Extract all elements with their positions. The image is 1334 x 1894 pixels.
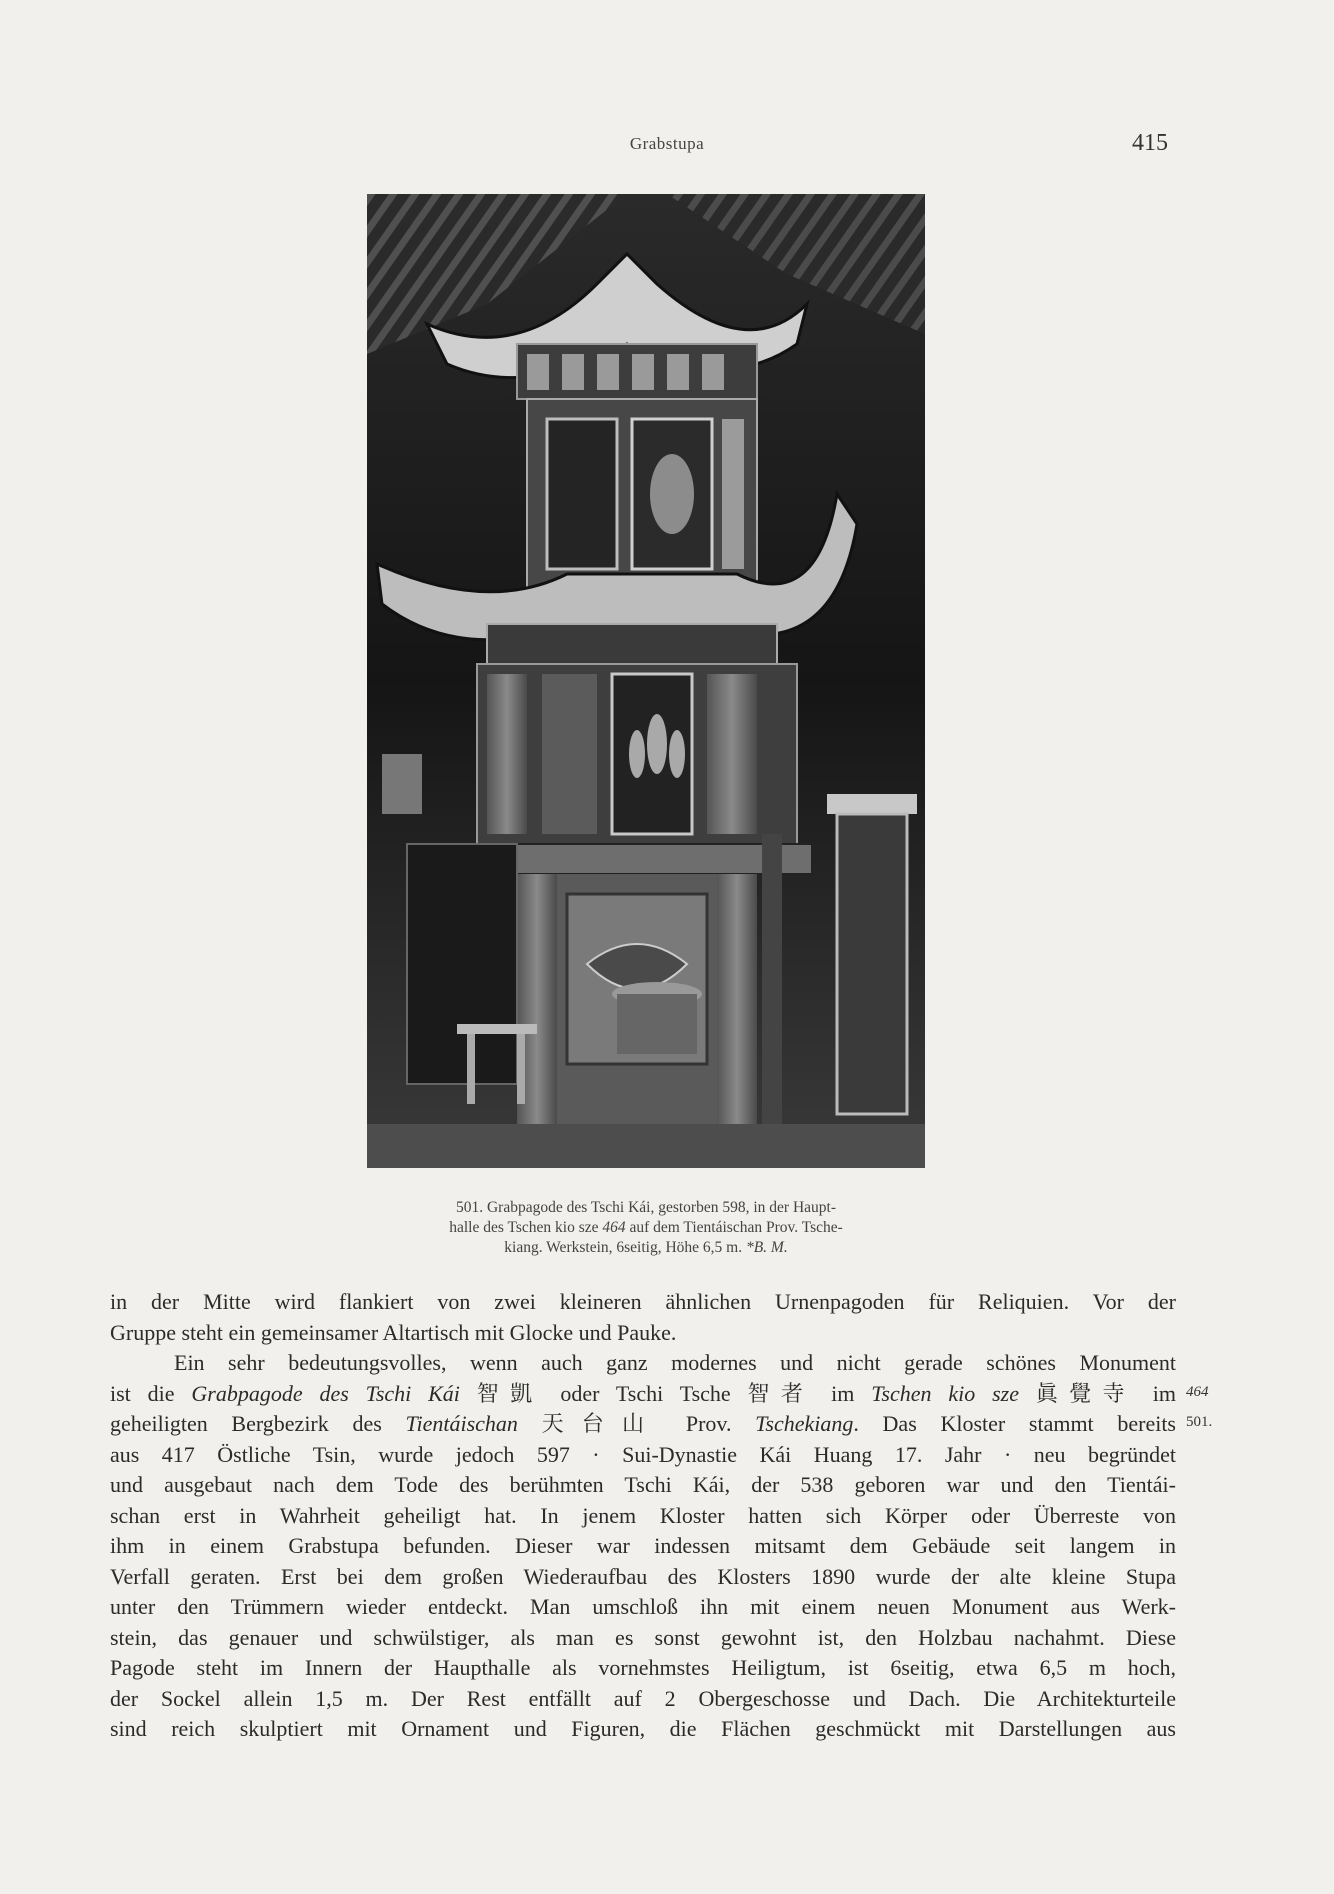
body-line: in der Mitte wird flankiert von zwei kleineren ähnlichen Urnenpagoden für Reliquien. Vor der <box>110 1289 1176 1314</box>
italic-run: Grabpagode des Tschi Kái <box>191 1380 460 1406</box>
caption-page-ref: 464 <box>602 1219 626 1236</box>
caption-line <box>362 1238 930 1258</box>
text-run: 眞覺寺 im <box>1018 1380 1176 1406</box>
pagoda-photograph <box>367 194 925 1168</box>
text-run: 智凱 oder Tschi Tsche 智者 im <box>459 1380 872 1406</box>
running-title: Grabstupa <box>629 134 705 153</box>
caption-line <box>362 1198 930 1218</box>
figure-caption <box>362 1198 930 1258</box>
caption-source: *B. M. <box>745 1239 788 1256</box>
caption-text: kiang. Werkstein, 6seitig, Höhe 6,5 m. <box>504 1239 746 1256</box>
text-run: ist die <box>110 1380 192 1406</box>
italic-run: Tschen kio sze <box>871 1380 1019 1406</box>
body-line <box>110 1409 1176 1440</box>
caption-text: auf dem Tientáischan Prov. Tsche- <box>625 1219 843 1236</box>
text-run: geheiligten Bergbezirk des <box>110 1411 406 1436</box>
body-line: schan erst in Wahrheit geheiligt hat. In jenem Kloster hatten sich Körper oder Überreste von <box>110 1502 1176 1528</box>
text-run: . Das Kloster stammt bereits <box>853 1411 1176 1436</box>
caption-text: Grabpagode des Tschi Kái, gestorben 598, in der Haupt- <box>486 1199 836 1216</box>
body-line: und ausgebaut nach dem Tode des berühmten Tschi Kái, der 538 geboren war und den Tientái- <box>110 1472 1176 1497</box>
body-line: Ein sehr bedeutungsvolles, wenn auch ganz modernes und nicht gerade schönes Monument <box>174 1350 1176 1375</box>
body-line: stein, das genauer und schwülstiger, als man es sonst gewohnt ist, den Holzbau nachahmt. Diese <box>110 1624 1176 1650</box>
figure-number: 501. <box>455 1199 484 1216</box>
page-number: 415 <box>1132 130 1168 156</box>
body-line: Pagode steht im Innern der Haupthalle als vornehmstes Heiligtum, ist 6seitig, etwa 6,5 m hoch, <box>110 1655 1176 1680</box>
body-text <box>110 1287 1176 1745</box>
caption-text: halle des Tschen kio sze <box>449 1219 603 1236</box>
text-run: 天台山 Prov. <box>517 1411 756 1436</box>
body-line: der Sockel allein 1,5 m. Der Rest entfällt auf 2 Obergeschosse und Dach. Die Architekturteile <box>110 1685 1176 1711</box>
body-line: ihm in einem Grabstupa befunden. Dieser war indessen mitsamt dem Gebäude seit langem in <box>110 1533 1176 1558</box>
body-line: Verfall geraten. Erst bei dem großen Wiederaufbau des Klosters 1890 wurde der alte kleine Stupa <box>110 1563 1176 1589</box>
caption-line <box>362 1218 930 1238</box>
italic-run: Tientáischan <box>405 1411 518 1436</box>
body-line <box>110 1379 1176 1410</box>
body-line: Gruppe steht ein gemeinsamer Altartisch mit Glocke und Pauke. <box>110 1319 677 1345</box>
body-line: unter den Trümmern wieder entdeckt. Man umschloß ihn mit einem neuen Monument aus Werk- <box>110 1594 1176 1619</box>
margin-note-page-ref: 464 <box>1186 1384 1209 1400</box>
margin-note-figure-ref: 501. <box>1186 1414 1213 1430</box>
body-line: aus 417 Östliche Tsin, wurde jedoch 597 · Sui-Dynastie Kái Huang 17. Jahr · neu begründet <box>110 1441 1176 1467</box>
body-line: sind reich skulptiert mit Ornament und Figuren, die Flächen geschmückt mit Darstellungen aus <box>110 1716 1176 1741</box>
italic-run: Tschekiang <box>755 1411 854 1436</box>
